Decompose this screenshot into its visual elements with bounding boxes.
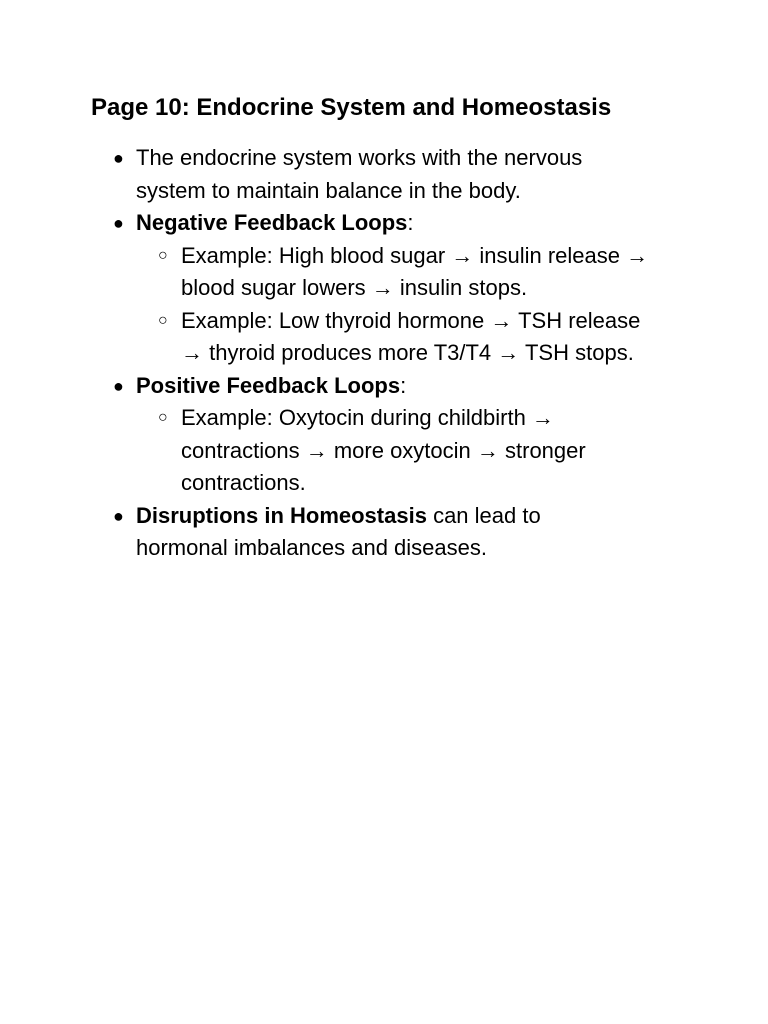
list-item-disruptions — [0, 500, 636, 565]
sub-list-item-text: Example: High blood sugar → insulin release → blood sugar lowers → insulin stops. — [181, 242, 649, 300]
sub-list-item — [0, 402, 661, 500]
list-item-rest: can lead to hormonal imbalances and diseases. — [136, 502, 541, 560]
document-body — [0, 142, 768, 565]
filled-bullet-icon: ● — [113, 213, 124, 233]
filled-bullet-icon: ● — [113, 148, 124, 168]
bullet-list — [0, 142, 768, 565]
list-item-rest: : — [407, 210, 414, 235]
hollow-bullet-icon: ○ — [158, 246, 168, 264]
list-item-bold-term: Disruptions in Homeostasis — [136, 502, 427, 528]
list-item-rest: : — [400, 372, 407, 398]
list-item-endocrine-overview — [0, 142, 636, 207]
sub-list-item — [0, 240, 661, 305]
list-item-text: The endocrine system works with the nervous system to maintain balance in the body. — [136, 145, 583, 203]
list-item-heading — [136, 207, 636, 240]
list-item-text — [136, 500, 636, 565]
hollow-bullet-icon: ○ — [158, 409, 168, 426]
filled-bullet-icon: ● — [113, 505, 124, 526]
list-item-bold-term: Positive Feedback Loops — [136, 372, 401, 398]
filled-bullet-icon: ● — [113, 375, 124, 396]
list-item-heading — [136, 370, 636, 403]
sub-bullet-list — [136, 240, 649, 370]
sub-list-item — [0, 305, 661, 370]
hollow-bullet-icon: ○ — [158, 311, 168, 329]
sub-list-item-text: Example: Oxytocin during childbirth → contractions → more oxytocin → stronger contractions. — [181, 405, 586, 495]
sub-list-item-text: Example: Low thyroid hormone → TSH release → thyroid produces more T3/T4 → TSH stops. — [181, 307, 641, 365]
page-title: Page 10: Endocrine System and Homeostasis — [91, 94, 612, 121]
list-item-negative-feedback — [0, 207, 649, 370]
list-item-positive-feedback — [0, 370, 636, 500]
sub-bullet-list — [136, 402, 636, 500]
list-item-bold-term: Negative Feedback Loops — [136, 210, 408, 235]
